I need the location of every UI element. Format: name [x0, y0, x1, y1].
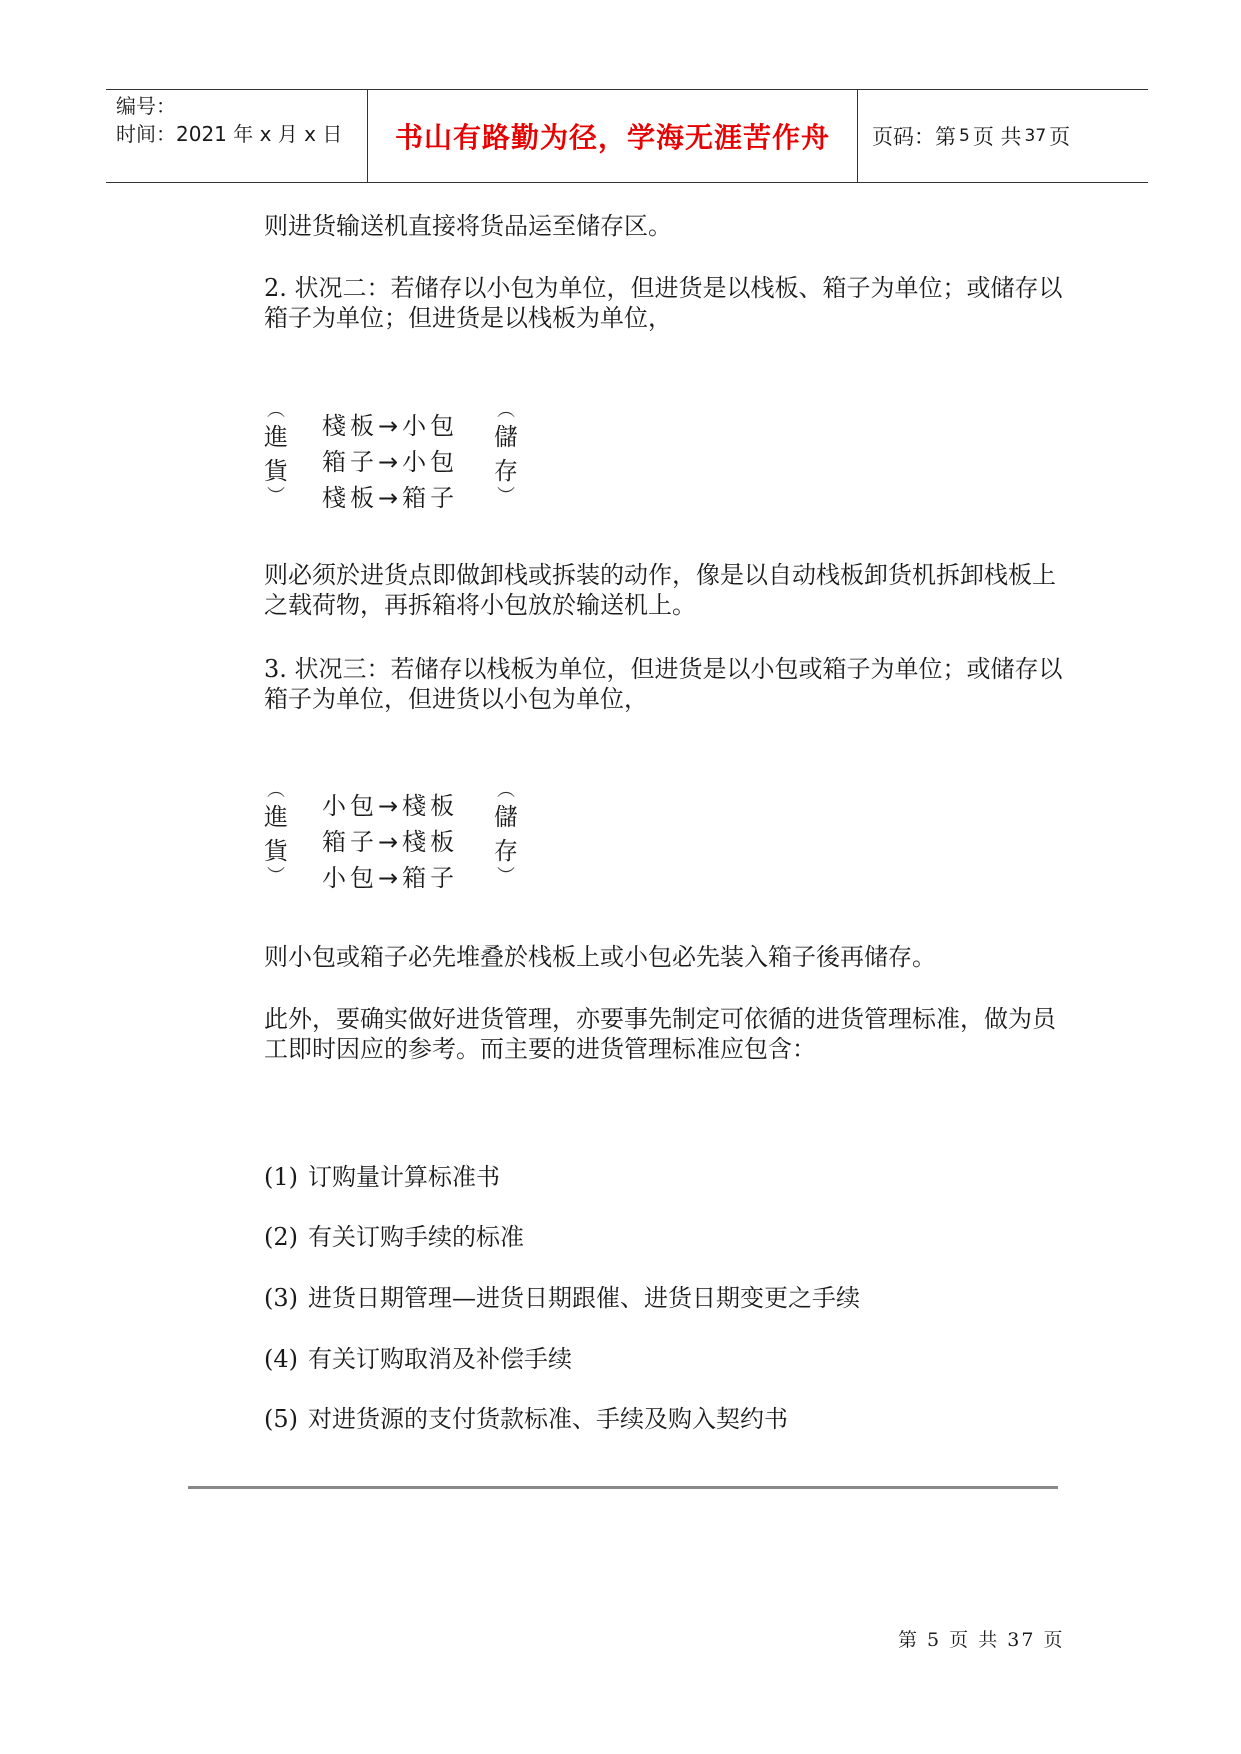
- diagram-case-2: [262, 402, 542, 520]
- page-prefix: 页码：第: [872, 125, 956, 149]
- paragraph-6: 此外，要确实做好进货管理，亦要事先制定可依循的进货管理标准，做为员工即时因应的参考。而主要的进货管理标准应包含：: [264, 1005, 1056, 1063]
- paragraph-2: 2. 状况二：若储存以小包为单位，但进货是以栈板、箱子为单位；或储存以箱子为单位；但进货是以栈板为单位，: [264, 274, 1063, 332]
- diagram-1-rows: [322, 408, 458, 516]
- page-current: 5: [959, 126, 970, 146]
- paragraph-5: 则小包或箱子必先堆叠於栈板上或小包必先装入箱子後再储存。: [264, 943, 936, 971]
- page-mid: 页 共: [972, 125, 1022, 149]
- paragraph-3: 则必须於进货点即做卸栈或拆装的动作，像是以自动栈板卸货机拆卸栈板上之载荷物，再拆箱将小包放於输送机上。: [264, 561, 1056, 619]
- header-meta: [106, 90, 368, 182]
- document-number-label: 编号：: [116, 94, 176, 118]
- diagram-1-row: 箱子→小包: [322, 448, 459, 476]
- diagram-case-3: [262, 782, 542, 900]
- list-item: (5) 对进货源的支付货款标准、手续及购入契约书: [264, 1405, 788, 1433]
- document-time: 时间：2021 年 x 月 x 日: [116, 122, 343, 146]
- diagram-2-right-label: ︵ 儲 存 ︶: [494, 780, 518, 887]
- page-header: [106, 89, 1148, 183]
- diagram-1-row: 棧板→小包: [322, 412, 459, 440]
- list-item: (1) 订购量计算标准书: [264, 1163, 500, 1191]
- paragraph-1: 则进货输送机直接将货品运至储存区。: [264, 212, 672, 240]
- diagram-2-rows: [322, 788, 458, 896]
- diagram-2-left-label: ︵ 進 貨 ︶: [264, 780, 288, 887]
- list-item: (4) 有关订购取消及补偿手续: [264, 1345, 572, 1373]
- diagram-2-row: 小包→箱子: [322, 864, 459, 892]
- paragraph-4: 3. 状况三：若储存以栈板为单位，但进货是以小包或箱子为单位；或储存以箱子为单位，但进货以小包为单位，: [264, 655, 1063, 713]
- page-total: 37: [1024, 126, 1047, 146]
- footer-page-number: 第 5 页 共 37 页: [898, 1629, 1065, 1651]
- list-item: (2) 有关订购手续的标准: [264, 1223, 524, 1251]
- diagram-2-row: 箱子→棧板: [322, 828, 459, 856]
- diagram-2-row: 小包→棧板: [322, 792, 459, 820]
- header-motto: 书山有路勤为径，学海无涯苦作舟: [368, 90, 858, 182]
- header-page-info: [858, 90, 1148, 182]
- diagram-1-right-label: ︵ 儲 存 ︶: [494, 400, 518, 507]
- footer-divider: [188, 1486, 1058, 1489]
- diagram-1-left-label: ︵ 進 貨 ︶: [264, 400, 288, 507]
- diagram-1-row: 棧板→箱子: [322, 484, 459, 512]
- list-item: (3) 进货日期管理—进货日期跟催、进货日期变更之手续: [264, 1284, 860, 1312]
- page-suffix: 页: [1049, 125, 1071, 149]
